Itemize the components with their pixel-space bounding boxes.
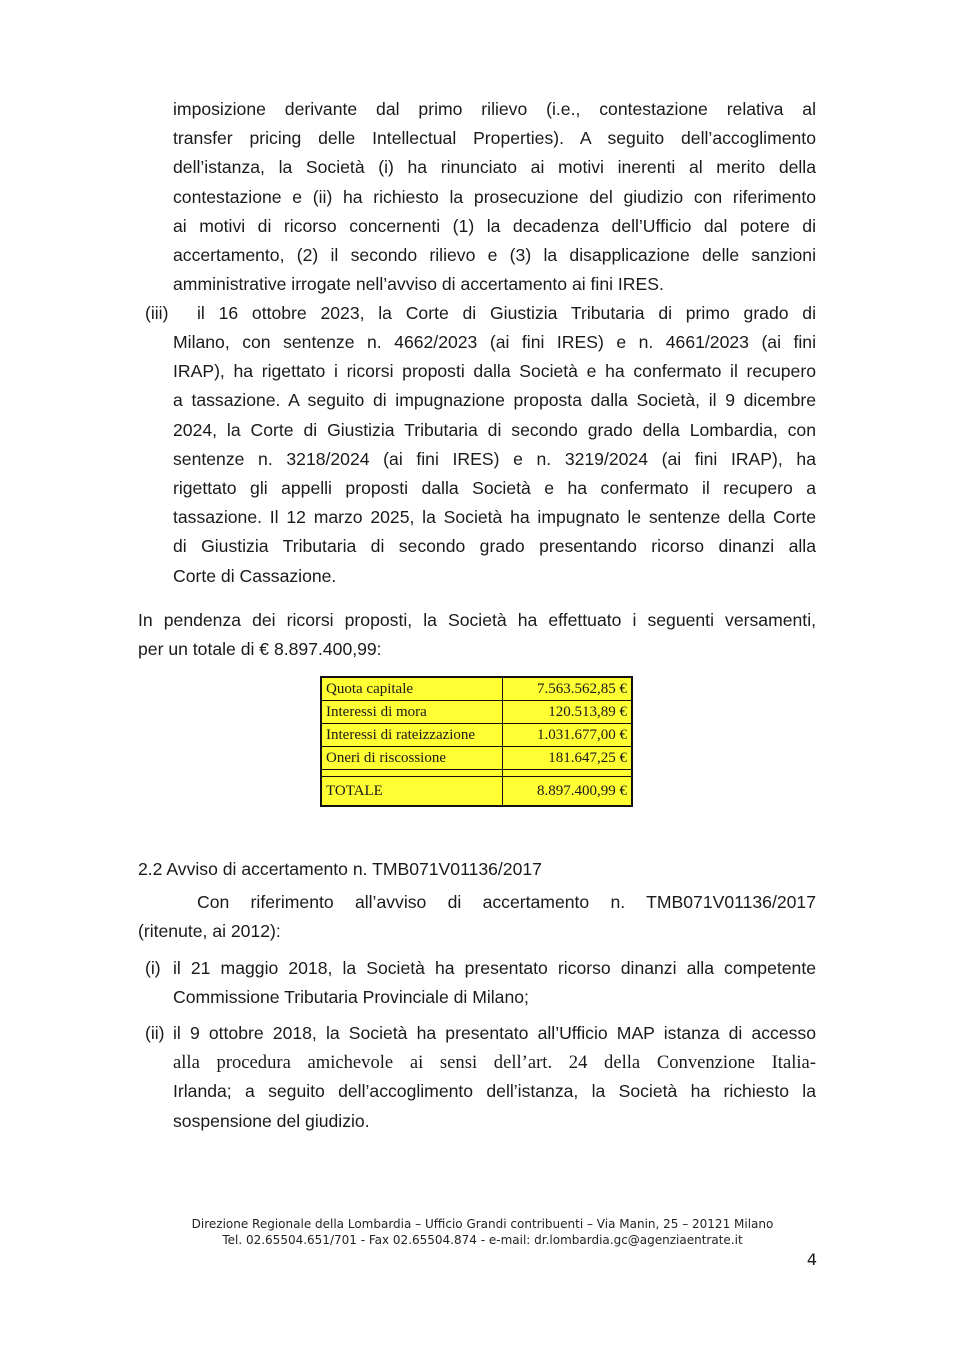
text-line: sentenze n. 3218/2024 (ai fini IRES) e n. 3219/2024 (ai fini IRAP), ha [173, 448, 816, 469]
page-footer [130, 1216, 835, 1248]
text-line: per un totale di € 8.897.400,99: [138, 639, 382, 660]
text-line: il 16 ottobre 2023, la Corte di Giustizia Tributaria di primo grado di [197, 303, 816, 323]
footer-contacts: Tel. 02.65504.651/701 - Fax 02.65504.874 - e-mail: dr.lombardia.gc@agenziaentrate.it [222, 1233, 743, 1247]
total-label: TOTALE [321, 777, 503, 807]
text-line: (ritenute, ai 2012): [138, 921, 281, 941]
table-spacer-row [321, 770, 632, 777]
row-label: Interessi di rateizzazione [321, 724, 503, 747]
row-label: Oneri di riscossione [321, 747, 503, 770]
list-item-ii [173, 1019, 816, 1136]
text-line: Milano, con sentenze n. 4662/2023 (ai fini IRES) e n. 4661/2023 (ai fini [173, 332, 816, 352]
text-line: Con riferimento all’avviso di accertamento n. TMB071V01136/2017 [197, 892, 816, 912]
text-line: di Giustizia Tributaria di secondo grado presentando ricorso dinanzi alla [173, 536, 816, 557]
list-item-i [173, 954, 816, 1012]
list-item-iii-first-line [197, 299, 816, 328]
list-marker: (iii) [145, 303, 169, 323]
text-line: contestazione e (ii) ha richiesto la prosecuzione del giudizio con riferimento [173, 186, 816, 207]
section-heading: 2.2 Avviso di accertamento n. TMB071V01136/2017 [138, 859, 542, 879]
footer-address: Direzione Regionale della Lombardia – Ufficio Grandi contribuenti – Via Manin, 25 – 20121 Milano [191, 1217, 774, 1231]
total-amount: 8.897.400,99 € [503, 777, 633, 807]
section-intro [138, 917, 816, 946]
row-amount: 181.647,25 € [503, 747, 633, 770]
text-line: alla procedura amichevole ai sensi dell’art. 24 della Convenzione Italia- [173, 1052, 816, 1074]
row-amount: 7.563.562,85 € [503, 677, 633, 701]
text-line: tassazione. Il 12 marzo 2025, la Società ha impugnato le sentenze della Corte [173, 507, 816, 528]
text-line: ai motivi di ricorso concernenti (1) la decadenza dell’Ufficio dal potere di [173, 215, 816, 236]
table-row [321, 701, 632, 724]
list-marker: (ii) [145, 1023, 165, 1043]
text-line: sospensione del giudizio. [173, 1110, 370, 1131]
text-line: In pendenza dei ricorsi proposti, la Società ha effettuato i seguenti versamenti, [138, 610, 816, 630]
row-amount: 120.513,89 € [503, 701, 633, 724]
row-label: Quota capitale [321, 677, 503, 701]
row-label: Interessi di mora [321, 701, 503, 724]
text-line: Corte di Cassazione. [173, 565, 337, 586]
text-line: il 21 maggio 2018, la Società ha presentato ricorso dinanzi alla competente [173, 958, 816, 978]
text-line: IRAP), ha rigettato i ricorsi proposti dalla Società e ha confermato il recupero [173, 361, 816, 382]
page-number: 4 [806, 1250, 817, 1269]
text-line: rigettato gli appelli proposti dalla Società e ha confermato il recupero a [173, 478, 816, 499]
text-line: imposizione derivante dal primo rilievo (i.e., contestazione relativa al [173, 99, 816, 119]
table-total-row [321, 777, 632, 807]
table-row [321, 724, 632, 747]
text-line: Irlanda; a seguito dell’accoglimento dell’istanza, la Società ha richiesto la [173, 1081, 816, 1102]
table-row [321, 747, 632, 770]
text-line: dell’istanza, la Società (i) ha rinunciato ai motivi inerenti al merito della [173, 157, 816, 178]
text-line: 2024, la Corte di Giustizia Tributaria di secondo grado della Lombardia, con [173, 419, 816, 440]
text-line: il 9 ottobre 2018, la Società ha presentato all’Ufficio MAP istanza di accesso [173, 1023, 816, 1043]
text-line: Commissione Tributaria Provinciale di Milano; [173, 987, 529, 1008]
text-line: transfer pricing delle Intellectual Properties). A seguito dell’accoglimento [173, 128, 816, 149]
list-item-iii [173, 328, 816, 591]
section-intro-first [197, 888, 816, 917]
paragraph-continuation [173, 95, 816, 299]
paragraph-pendenza [138, 606, 816, 664]
payments-table [320, 676, 633, 807]
text-line: accertamento, (2) il secondo rilievo e (3) la disapplicazione delle sanzioni [173, 245, 816, 266]
text-line: a tassazione. A seguito di impugnazione proposta dalla Società, il 9 dicembre [173, 390, 816, 411]
text-line: amministrative irrogate nell’avviso di accertamento ai fini IRES. [173, 274, 664, 295]
list-marker: (i) [145, 958, 161, 978]
table-row [321, 677, 632, 701]
row-amount: 1.031.677,00 € [503, 724, 633, 747]
